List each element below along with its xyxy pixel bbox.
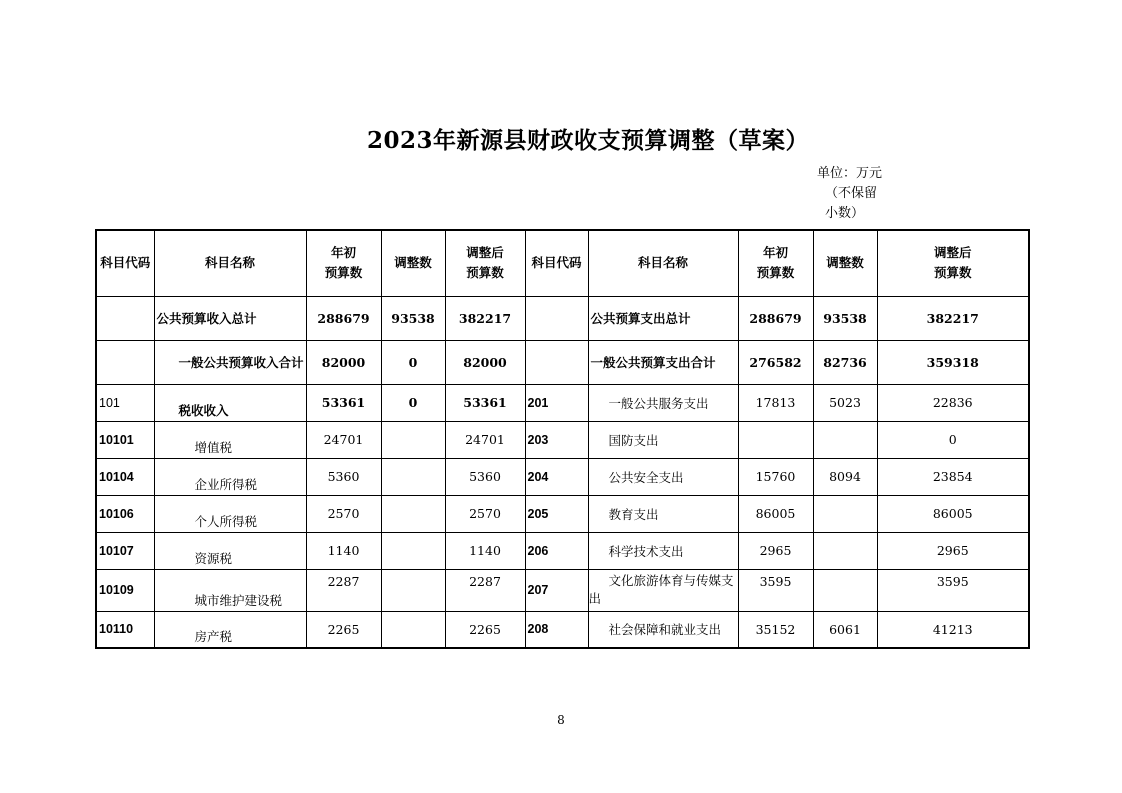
left-code: 10101 — [96, 421, 154, 458]
right-adjusted: 3595 — [877, 569, 1029, 611]
right-adjust: 8094 — [813, 458, 877, 495]
header-adjusted-2: 调整后 预算数 — [877, 230, 1029, 296]
right-code: 208 — [525, 611, 588, 648]
left-adjust — [381, 569, 445, 611]
right-initial: 35152 — [738, 611, 813, 648]
budget-table — [95, 229, 1030, 649]
left-initial: 2265 — [306, 611, 381, 648]
unit-note-line3: 小数） — [825, 206, 865, 221]
table-row — [96, 569, 1029, 611]
right-name: 社会保障和就业支出 — [588, 611, 738, 648]
left-initial: 2287 — [306, 569, 381, 611]
right-adjust — [813, 532, 877, 569]
left-code — [96, 340, 154, 384]
right-code: 205 — [525, 495, 588, 532]
left-initial: 288679 — [306, 296, 381, 340]
left-adjusted: 2570 — [445, 495, 525, 532]
right-name: 公共预算支出总计 — [588, 296, 738, 340]
right-code: 201 — [525, 384, 588, 421]
table-row — [96, 384, 1029, 421]
header-name-2: 科目名称 — [588, 230, 738, 296]
right-initial: 86005 — [738, 495, 813, 532]
right-code: 206 — [525, 532, 588, 569]
left-name: 税收收入 — [154, 384, 306, 421]
right-adjust: 93538 — [813, 296, 877, 340]
table-row — [96, 458, 1029, 495]
right-initial: 15760 — [738, 458, 813, 495]
header-name: 科目名称 — [154, 230, 306, 296]
unit-note-line1: 单位：万元 — [817, 166, 883, 181]
right-adjust — [813, 495, 877, 532]
right-adjust — [813, 421, 877, 458]
right-code — [525, 296, 588, 340]
left-adjust — [381, 532, 445, 569]
right-adjusted: 0 — [877, 421, 1029, 458]
left-adjust — [381, 495, 445, 532]
right-adjusted: 41213 — [877, 611, 1029, 648]
left-code: 10107 — [96, 532, 154, 569]
left-name: 个人所得税 — [154, 495, 306, 532]
left-adjusted: 5360 — [445, 458, 525, 495]
left-code — [96, 296, 154, 340]
left-initial: 2570 — [306, 495, 381, 532]
left-name: 公共预算收入总计 — [154, 296, 306, 340]
left-initial: 1140 — [306, 532, 381, 569]
header-initial: 年初 预算数 — [306, 230, 381, 296]
right-adjust: 82736 — [813, 340, 877, 384]
right-initial: 276582 — [738, 340, 813, 384]
right-code: 207 — [525, 569, 588, 611]
left-adjusted: 1140 — [445, 532, 525, 569]
left-initial: 5360 — [306, 458, 381, 495]
header-adjusted: 调整后 预算数 — [445, 230, 525, 296]
right-code: 203 — [525, 421, 588, 458]
right-adjusted: 23854 — [877, 458, 1029, 495]
left-initial: 24701 — [306, 421, 381, 458]
right-code — [525, 340, 588, 384]
header-code-2: 科目代码 — [525, 230, 588, 296]
left-adjusted: 382217 — [445, 296, 525, 340]
right-name: 文化旅游体育与传媒支出 — [588, 569, 738, 611]
left-name: 一般公共预算收入合计 — [154, 340, 306, 384]
left-name: 企业所得税 — [154, 458, 306, 495]
right-initial: 2965 — [738, 532, 813, 569]
left-adjusted: 2287 — [445, 569, 525, 611]
right-initial: 3595 — [738, 569, 813, 611]
right-initial: 17813 — [738, 384, 813, 421]
left-code: 10109 — [96, 569, 154, 611]
table-header-row — [96, 230, 1029, 296]
left-adjusted: 24701 — [445, 421, 525, 458]
header-code: 科目代码 — [96, 230, 154, 296]
table-row — [96, 495, 1029, 532]
right-adjust — [813, 569, 877, 611]
left-adjust — [381, 458, 445, 495]
left-adjust — [381, 421, 445, 458]
right-name: 一般公共服务支出 — [588, 384, 738, 421]
left-name: 资源税 — [154, 532, 306, 569]
left-adjust: 0 — [381, 384, 445, 421]
left-name: 城市维护建设税 — [154, 569, 306, 611]
right-initial — [738, 421, 813, 458]
left-code: 10110 — [96, 611, 154, 648]
left-adjusted: 53361 — [445, 384, 525, 421]
right-initial: 288679 — [738, 296, 813, 340]
left-initial: 53361 — [306, 384, 381, 421]
left-adjust: 0 — [381, 340, 445, 384]
left-adjusted: 82000 — [445, 340, 525, 384]
right-adjusted: 2965 — [877, 532, 1029, 569]
table-row — [96, 296, 1029, 340]
page-title: 2023年新源县财政收支预算调整（草案） — [366, 127, 809, 154]
left-initial: 82000 — [306, 340, 381, 384]
right-adjusted: 22836 — [877, 384, 1029, 421]
left-name: 增值税 — [154, 421, 306, 458]
left-code: 10106 — [96, 495, 154, 532]
header-adjust: 调整数 — [381, 230, 445, 296]
header-adjust-2: 调整数 — [813, 230, 877, 296]
right-adjusted: 86005 — [877, 495, 1029, 532]
table-row — [96, 340, 1029, 384]
header-initial-2: 年初 预算数 — [738, 230, 813, 296]
left-code: 101 — [96, 384, 154, 421]
left-code: 10104 — [96, 458, 154, 495]
right-name: 一般公共预算支出合计 — [588, 340, 738, 384]
right-name: 国防支出 — [588, 421, 738, 458]
left-adjusted: 2265 — [445, 611, 525, 648]
left-adjust: 93538 — [381, 296, 445, 340]
right-adjusted: 359318 — [877, 340, 1029, 384]
right-code: 204 — [525, 458, 588, 495]
table-row — [96, 421, 1029, 458]
right-adjust: 6061 — [813, 611, 877, 648]
table-row — [96, 532, 1029, 569]
left-name: 房产税 — [154, 611, 306, 648]
left-adjust — [381, 611, 445, 648]
unit-note — [817, 164, 883, 224]
right-name: 教育支出 — [588, 495, 738, 532]
right-adjusted: 382217 — [877, 296, 1029, 340]
right-adjust: 5023 — [813, 384, 877, 421]
right-name: 科学技术支出 — [588, 532, 738, 569]
table-row — [96, 611, 1029, 648]
right-name: 公共安全支出 — [588, 458, 738, 495]
unit-note-line2: （不保留 — [825, 186, 878, 201]
page-number: 8 — [557, 713, 565, 727]
